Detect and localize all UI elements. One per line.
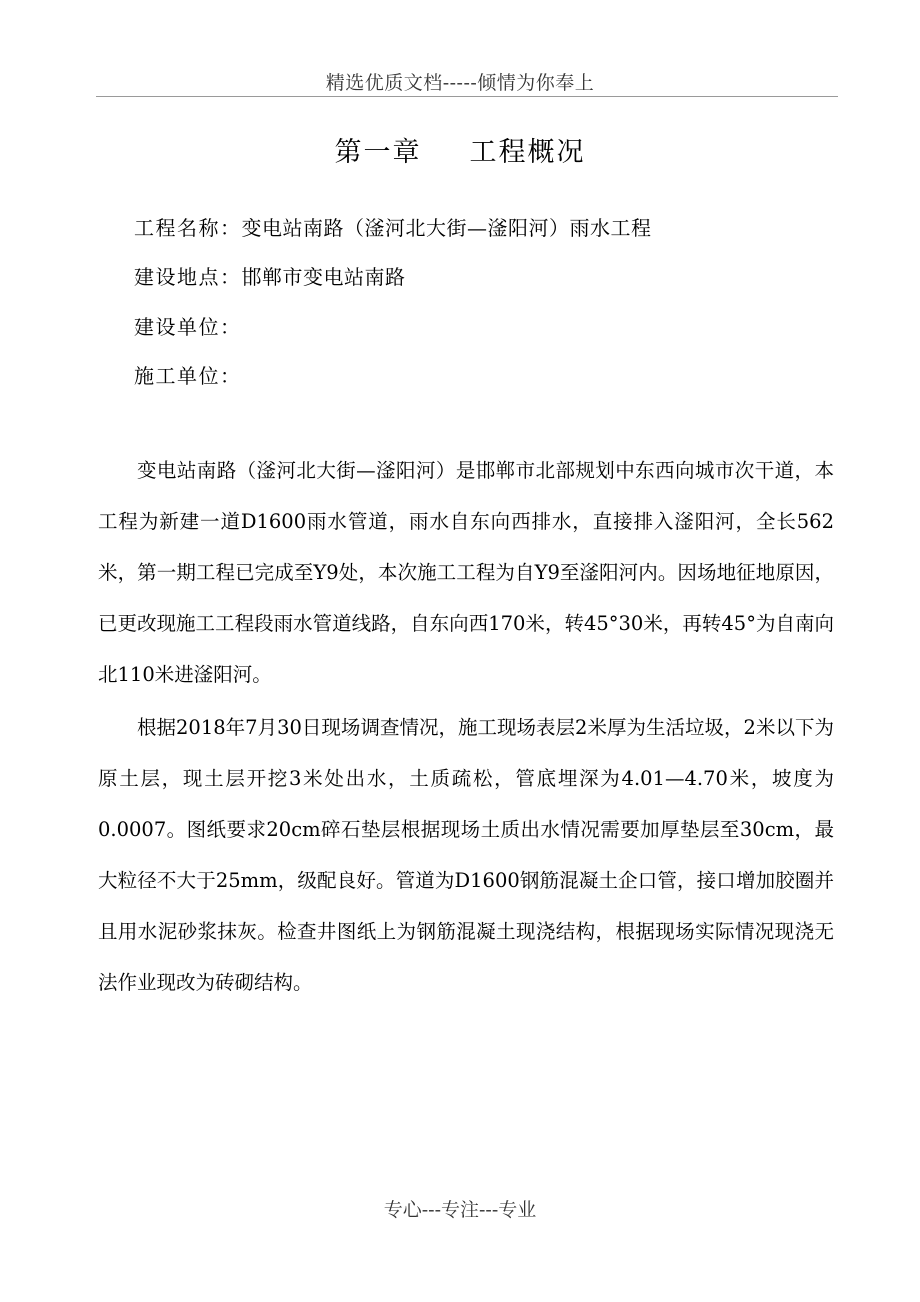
contractor-label: 施工单位： xyxy=(134,364,242,388)
info-project-name xyxy=(134,212,854,241)
body-text xyxy=(98,445,834,1010)
info-contractor xyxy=(134,360,854,389)
location-label: 建设地点： xyxy=(134,265,242,289)
body-paragraph-2: 根据2018年7月30日现场调查情况，施工现场表层2米厚为生活垃圾，2米以下为原土层，现土层开挖3米处出水，土质疏松，管底埋深为4.01—4.70米，坡度为0.0007。图纸要求20cm碎石垫层根据现场土质出水情况需要加厚垫层至30cm，最大粒径不大于25mm，级配良好。管道为D1600钢筋混凝土企口管，接口增加胶圈并且用水泥砂浆抹灰。检查井图纸上为钢筋混凝土现浇结构，根据现场实际情况现浇无法作业现改为砖砌结构。 xyxy=(98,716,834,994)
project-name-value: 变电站南路（滏河北大街—滏阳河）雨水工程 xyxy=(241,216,652,240)
chapter-title xyxy=(0,130,920,169)
info-location xyxy=(134,261,854,290)
chapter-number: 第一章 xyxy=(334,137,422,168)
location-value: 邯郸市变电站南路 xyxy=(241,265,406,289)
project-name-label: 工程名称： xyxy=(134,216,242,240)
page-footer: 专心---专注---专业 xyxy=(383,1199,537,1221)
header-divider xyxy=(96,96,838,97)
body-paragraph-1: 变电站南路（滏河北大街—滏阳河）是邯郸市北部规划中东西向城市次干道，本工程为新建一道D1600雨水管道，雨水自东向西排水，直接排入滏阳河，全长562米，第一期工程已完成至Y9处，本次施工工程为自Y9至滏阳河内。因场地征地原因，已更改现施工工程段雨水管道线路，自东向西170米，转45°30米，再转45°为自南向北110米进滏阳河。 xyxy=(98,459,834,686)
chapter-name: 工程概况 xyxy=(469,137,586,168)
owner-label: 建设单位： xyxy=(134,315,242,339)
page-header: 精选优质文档-----倾情为你奉上 xyxy=(325,72,595,94)
info-owner xyxy=(134,311,854,340)
